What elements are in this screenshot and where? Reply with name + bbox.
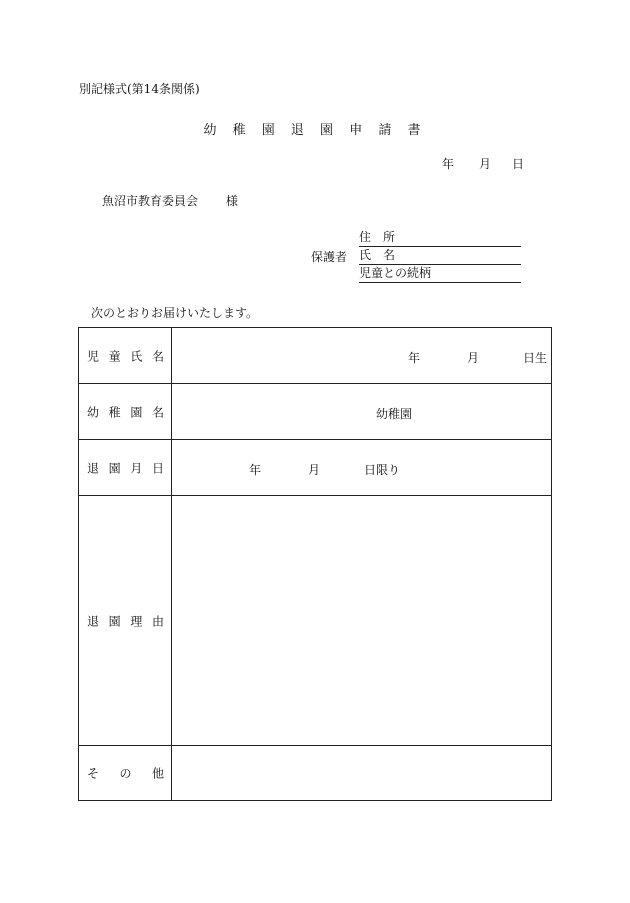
table-row-other — [79, 746, 551, 800]
guardian-name-field[interactable] — [359, 246, 521, 265]
label-char: 名 — [151, 349, 164, 363]
label-char: 理 — [130, 614, 143, 628]
birth-month-label: 月 — [467, 351, 480, 365]
label-char: 氏 — [130, 349, 143, 363]
guardian-relation-label: 児童との続柄 — [359, 266, 432, 280]
label-char: の — [119, 766, 132, 781]
table-row-withdrawal-reason — [79, 496, 551, 746]
label-withdrawal-date — [79, 440, 172, 495]
guardian-address-field[interactable] — [359, 228, 521, 247]
date-day-label: 日 — [512, 157, 525, 171]
guardian-relation-field[interactable] — [359, 264, 521, 283]
guardian-name-label: 氏 名 — [359, 248, 396, 262]
withdrawal-year-label: 年 — [249, 463, 262, 477]
addressee-honorific: 様 — [225, 194, 238, 208]
birth-day-label: 日生 — [523, 351, 548, 365]
label-char: 日 — [151, 461, 164, 475]
label-char: 月 — [130, 461, 143, 475]
label-char: 退 — [87, 614, 100, 628]
label-char: 幼 — [87, 405, 100, 419]
birth-year-label: 年 — [408, 351, 421, 365]
label-other — [79, 746, 172, 800]
addressee-name: 魚沼市教育委員会 — [102, 194, 199, 208]
guardian-address-label: 住 所 — [359, 230, 396, 244]
label-char: 退 — [87, 461, 100, 475]
table-row-kindergarten-name — [79, 384, 551, 440]
date-month-label: 月 — [479, 157, 492, 171]
label-char: 園 — [130, 405, 143, 419]
label-withdrawal-reason — [79, 496, 172, 745]
label-char: 稚 — [108, 405, 121, 419]
kindergarten-suffix: 幼稚園 — [376, 407, 413, 421]
label-char: 園 — [108, 461, 121, 475]
label-char: 児 — [87, 349, 100, 363]
application-table — [78, 327, 552, 801]
label-char: 童 — [108, 349, 121, 363]
guardian-label: 保護者 — [311, 250, 348, 264]
date-year-label: 年 — [442, 157, 455, 171]
addressee — [102, 192, 238, 209]
document-title: 幼 稚 園 退 園 申 請 書 — [203, 123, 427, 138]
label-char: 他 — [151, 766, 164, 781]
label-char: そ — [87, 766, 100, 781]
form-number-label: 別記様式(第14条関係) — [79, 82, 200, 96]
label-char: 園 — [108, 614, 121, 628]
label-char: 名 — [151, 405, 164, 419]
intro-text: 次のとおりお届けいたします。 — [91, 306, 259, 320]
label-kindergarten-name — [79, 384, 172, 439]
label-child-name — [79, 328, 172, 383]
table-row-child-name — [79, 328, 551, 384]
label-char: 由 — [151, 614, 164, 628]
withdrawal-until-label: 日限り — [364, 463, 401, 477]
withdrawal-month-label: 月 — [308, 463, 321, 477]
table-row-withdrawal-date — [79, 440, 551, 496]
